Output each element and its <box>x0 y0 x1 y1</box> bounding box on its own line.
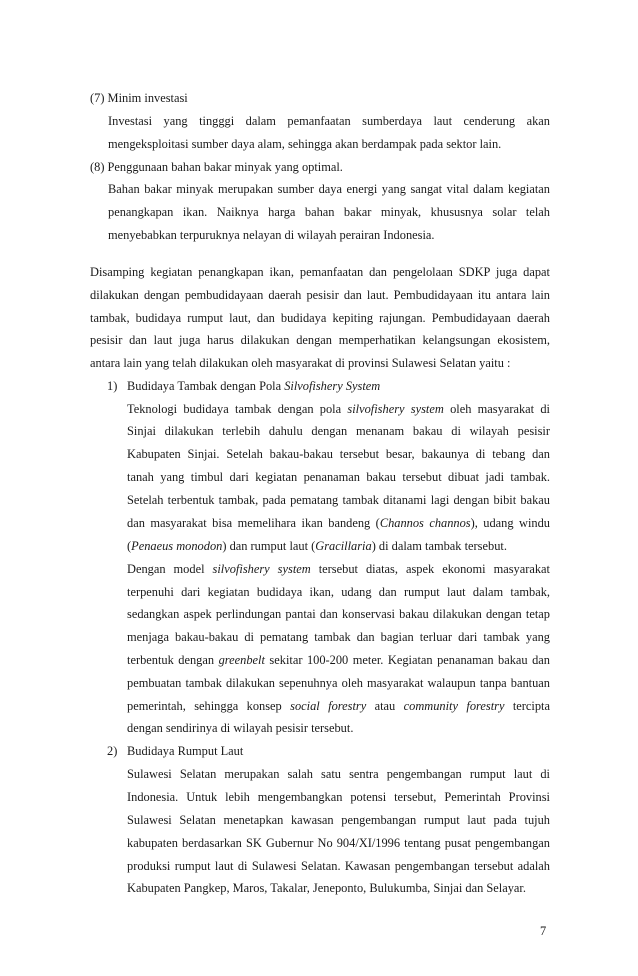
item-2-line: Kabupaten Pangkep, Maros, Takalar, Jeneponto, Bulukumba, Sinjai dan Selayar. <box>127 881 526 895</box>
section-8-heading: (8) Penggunaan bahan bakar minyak yang optimal. <box>90 160 343 174</box>
item-2-line: kabupaten berdasarkan SK Gubernur No 904/XI/1996 tentang pusat pengembangan <box>127 836 550 850</box>
item-2-line: Sulawesi Selatan merupakan salah satu sentra pengembangan rumput laut di <box>127 767 550 781</box>
item-1-para-2-line: pemerintah, sehingga konsep social forestry atau community forestry tercipta <box>127 699 550 713</box>
item-2-line: Sulawesi Selatan menetapkan kawasan pengembangan rumput laut pada tujuh <box>127 813 550 827</box>
item-1-para-2-line: pembuatan tambak dilakukan sepenuhnya oleh masyarakat walaupun tanpa bantuan <box>127 676 550 690</box>
section-7-line: mengeksploitasi sumber daya alam, sehingga akan berdampak pada sektor lain. <box>108 137 502 151</box>
item-2-number: 2) <box>107 744 118 758</box>
item-1-para-2-line: Dengan model silvofishery system tersebut diatas, aspek ekonomi masyarakat <box>127 562 550 576</box>
intro-line: pesisir dan laut juga harus dilakukan dengan memperhatikan kelangsungan ekosistem, <box>90 333 550 347</box>
item-2-line: produksi rumput laut di Sulawesi Selatan. Kawasan pengembangan tersebut adalah <box>127 859 550 873</box>
item-1-para-1-line: dan masyarakat bisa memelihara ikan bandeng (Channos channos), udang windu <box>127 516 550 530</box>
item-1-title: Budidaya Tambak dengan Pola Silvofishery System <box>127 379 381 393</box>
item-1-para-1-line: Sinjai dilakukan terlebih dahulu dengan menanam bakau di wilayah pesisir <box>127 424 550 438</box>
section-8-line: penangkapan ikan. Naiknya harga bahan bakar minyak, khususnya solar telah <box>108 205 550 219</box>
item-1-para-1-line: Teknologi budidaya tambak dengan pola silvofishery system oleh masyarakat di <box>127 402 550 416</box>
item-1-para-1-line: tanah yang timbul dari kegiatan penanaman bakau tersebut dibuat jadi tambak. <box>127 470 550 484</box>
item-1-para-2-line: sedangkan aspek perlindungan pantai dan konservasi bakau dilakukan dengan tetap <box>127 607 550 621</box>
section-8-line: Bahan bakar minyak merupakan sumber daya energi yang sangat vital dalam kegiatan <box>108 182 550 196</box>
page-number: 7 <box>540 924 547 938</box>
intro-line: Disamping kegiatan penangkapan ikan, pemanfaatan dan pengelolaan SDKP juga dapat <box>90 265 550 279</box>
item-1-para-1-line: Kabupaten Sinjai. Setelah bakau-bakau tersebut besar, bakaunya di tebang dan <box>127 447 550 461</box>
section-7-line: Investasi yang tingggi dalam pemanfaatan sumberdaya laut cenderung akan <box>108 114 550 128</box>
item-2-line: Indonesia. Untuk lebih mengembangkan potensi tersebut, Pemerintah Provinsi <box>127 790 550 804</box>
item-1-para-2-line: terbentuk dengan greenbelt sekitar 100-200 meter. Kegiatan penanaman bakau dan <box>127 653 550 667</box>
item-1-para-1-line: (Penaeus monodon) dan rumput laut (Gracillaria) di dalam tambak tersebut. <box>127 539 507 553</box>
item-2-title: Budidaya Rumput Laut <box>127 744 244 758</box>
item-1-para-1-line: Setelah terbentuk tambak, pada pematang tambak ditanami lagi dengan bibit bakau <box>127 493 550 507</box>
section-8-line: menyebabkan terpuruknya nelayan di wilayah perairan Indonesia. <box>108 228 435 242</box>
intro-line: antara lain yang telah dilakukan oleh masyarakat di provinsi Sulawesi Selatan yaitu : <box>90 356 511 370</box>
item-1-para-2-line: terpenuhi dari kegiatan budidaya ikan, udang dan rumput laut dalam tambak, <box>127 585 550 599</box>
intro-line: dilakukan dengan pembudidayaan daerah pesisir dan laut. Pembudidayaan itu antara lain <box>90 288 550 302</box>
item-1-para-2-line: dengan sendirinya di wilayah pesisir tersebut. <box>127 721 354 735</box>
section-7-heading: (7) Minim investasi <box>90 91 188 105</box>
intro-line: tambak, budidaya rumput laut, dan budidaya kepiting rajungan. Pembudidayaan daerah <box>90 311 550 325</box>
item-1-para-2-line: menjaga bakau-bakau di pematang tambak dan bagian terluar dari tambak yang <box>127 630 550 644</box>
item-1-number: 1) <box>107 379 118 393</box>
